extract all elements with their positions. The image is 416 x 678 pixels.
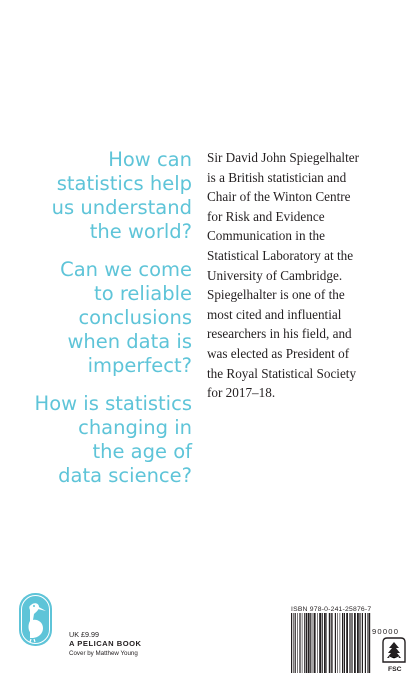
barcode-bar xyxy=(329,613,330,673)
barcode-bar xyxy=(344,613,345,673)
barcode-bar xyxy=(319,613,321,673)
barcode-bar xyxy=(324,613,326,673)
barcode-bar xyxy=(310,613,311,673)
barcode-bar xyxy=(368,613,370,673)
barcode-bar xyxy=(337,613,338,673)
barcode-bar xyxy=(299,613,300,673)
barcode-bar xyxy=(332,613,333,673)
series-label: A PELICAN BOOK xyxy=(69,639,142,648)
barcode-bars xyxy=(291,613,370,673)
barcode-bar xyxy=(335,613,336,673)
author-bio: Sir David John Spiegelhalter is a British statistician and Chair of the Winton Centre for Risk and Evidence Communication in the Statistical Laboratory at the University of Cambridge. Spiegelhalter is one of the most cited and influential researchers in his field, and was elected as President of the Royal Statistical Society for 2017–18. xyxy=(207,150,359,401)
pelican-logo-icon xyxy=(18,592,53,647)
question-3: How is statistics changing in the age of data science? xyxy=(34,392,192,487)
barcode-bar xyxy=(291,613,292,673)
imprint xyxy=(69,630,142,658)
barcode-bar xyxy=(297,613,298,673)
fsc-label: FSC xyxy=(388,666,402,673)
barcode-bar xyxy=(357,613,359,673)
barcode-bar xyxy=(346,613,348,673)
isbn-text: ISBN 978-0-241-25876-7 xyxy=(291,606,372,613)
cover-credit: Cover by Matthew Young xyxy=(69,650,138,657)
barcode-bar xyxy=(326,613,327,673)
price-code: 90000 xyxy=(372,627,400,636)
barcode-bar xyxy=(302,613,303,673)
barcode-bar xyxy=(306,613,307,673)
barcode-bar xyxy=(317,613,318,673)
barcode-bar xyxy=(313,613,314,673)
barcode-bar xyxy=(342,613,343,673)
price-text: UK £9.99 xyxy=(69,630,99,639)
question-2: Can we come to reliable conclusions when data is imperfect? xyxy=(60,258,192,377)
barcode-bar xyxy=(293,613,294,673)
barcode-bar xyxy=(365,613,366,673)
barcode-bar xyxy=(362,613,363,673)
barcode-bar xyxy=(322,613,323,673)
barcode-bar xyxy=(354,613,356,673)
barcode-bar xyxy=(295,613,296,673)
barcode-bar xyxy=(350,613,351,673)
barcode-bar xyxy=(340,613,341,673)
barcode-bar xyxy=(349,613,350,673)
barcode-bar xyxy=(331,613,332,673)
barcode-bar xyxy=(308,613,310,673)
barcode-bar xyxy=(352,613,353,673)
question-1: How can statistics help us understand the world? xyxy=(51,148,192,243)
barcode-bar xyxy=(359,613,360,673)
barcode-bar xyxy=(304,613,305,673)
barcode-bar xyxy=(367,613,368,673)
barcode-bar xyxy=(314,613,316,673)
questions-column xyxy=(0,148,192,502)
